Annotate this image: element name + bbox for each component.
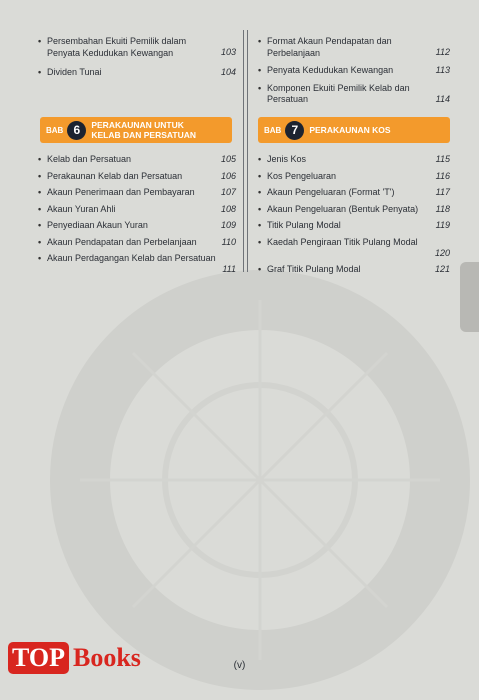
entry-title: Penyata Kedudukan Kewangan bbox=[267, 65, 394, 75]
entry-page: 115 bbox=[435, 154, 450, 164]
entry-page: 111 bbox=[222, 264, 236, 274]
toc-entry[interactable]: • Akaun Penerimaan dan Pembayaran 107 bbox=[38, 187, 236, 197]
entry-page: 103 bbox=[220, 47, 236, 57]
entry-page: 109 bbox=[220, 220, 236, 230]
chapter-title: PERAKAUNAN KOS bbox=[309, 125, 391, 135]
chapter-number: 7 bbox=[285, 121, 304, 140]
chapter-6-entries bbox=[38, 154, 236, 281]
entry-page: 108 bbox=[220, 203, 236, 214]
entry-page: 107 bbox=[220, 187, 236, 197]
entry-title: Jenis Kos bbox=[267, 154, 307, 164]
entry-title: Akaun Pengeluaran (Bentuk Penyata) bbox=[267, 203, 419, 214]
entry-title: Akaun Pengeluaran (Format 'T') bbox=[267, 187, 395, 197]
entry-page: 106 bbox=[220, 170, 236, 181]
chapter-label: BAB bbox=[264, 125, 282, 135]
toc-entry[interactable]: • Penyata Kedudukan Kewangan 113 bbox=[258, 65, 450, 75]
side-page-tab bbox=[460, 262, 479, 332]
entry-title: Titik Pulang Modal bbox=[267, 220, 341, 230]
toc-entry[interactable]: • Kelab dan Persatuan 105 bbox=[38, 154, 236, 164]
toc-entry[interactable]: • Graf Titik Pulang Modal 121 bbox=[258, 264, 450, 274]
entry-page: 117 bbox=[435, 187, 450, 197]
entry-title: Graf Titik Pulang Modal bbox=[267, 264, 361, 274]
page-number: (v) bbox=[233, 660, 246, 671]
entry-title: Kaedah Pengiraan Titik Pulang Modal bbox=[267, 236, 418, 247]
toc-entry[interactable]: • Perakaunan Kelab dan Persatuan 106 bbox=[38, 170, 236, 181]
entry-title: Persembahan Ekuiti Pemilik dalam Penyata Kedudukan Kewangan bbox=[47, 36, 187, 58]
toc-entry[interactable]: • Akaun Pengeluaran (Bentuk Penyata) 118 bbox=[258, 203, 450, 214]
toc-entry[interactable]: • Format Akaun Pendapatan dan Perbelanjaan 112 bbox=[258, 36, 450, 58]
topbooks-watermark-logo: TOP Books bbox=[8, 642, 141, 674]
toc-entry[interactable]: • Akaun Pengeluaran (Format 'T') 117 bbox=[258, 187, 450, 197]
toc-entry[interactable]: • Titik Pulang Modal 119 bbox=[258, 220, 450, 230]
chapter-label: BAB bbox=[46, 125, 64, 135]
entry-page: 104 bbox=[220, 67, 236, 77]
entry-page: 110 bbox=[221, 236, 236, 247]
entry-page: 116 bbox=[435, 170, 450, 181]
entry-title: Kos Pengeluaran bbox=[267, 170, 337, 181]
toc-entry[interactable]: • Persembahan Ekuiti Pemilik dalam Penyata Kedudukan Kewangan 103 bbox=[38, 36, 236, 58]
column-divider bbox=[243, 30, 248, 272]
entry-page: 119 bbox=[435, 220, 450, 230]
chapter-title: PERAKAUNAN UNTUK KELAB DAN PERSATUAN bbox=[91, 120, 197, 140]
entry-title: Format Akaun Pendapatan dan Perbelanjaan bbox=[267, 36, 392, 58]
chapter-7-header[interactable] bbox=[258, 117, 450, 143]
chapter-number: 6 bbox=[67, 121, 86, 140]
toc-entry[interactable]: • Akaun Perdagangan Kelab dan Persatuan 111 bbox=[38, 253, 236, 274]
toc-entry[interactable]: • Komponen Ekuiti Pemilik Kelab dan Persatuan 114 bbox=[258, 82, 450, 104]
entry-title: Akaun Perdagangan Kelab dan Persatuan bbox=[47, 253, 216, 263]
chapter-6-header[interactable] bbox=[40, 117, 232, 143]
entry-page: 118 bbox=[435, 203, 450, 214]
left-column-top bbox=[30, 36, 236, 79]
entry-page: 112 bbox=[435, 47, 450, 57]
toc-entry[interactable]: • Jenis Kos 115 bbox=[258, 154, 450, 164]
entry-title: Kelab dan Persatuan bbox=[47, 154, 132, 164]
entry-page: 105 bbox=[220, 154, 236, 164]
entry-title: Dividen Tunai bbox=[47, 67, 102, 77]
entry-title: Akaun Yuran Ahli bbox=[47, 203, 116, 214]
toc-entry[interactable]: • Penyediaan Akaun Yuran 109 bbox=[38, 220, 236, 230]
entry-title: Perakaunan Kelab dan Persatuan bbox=[47, 170, 183, 181]
toc-entry[interactable]: • Kos Pengeluaran 116 bbox=[258, 170, 450, 181]
entry-title: Komponen Ekuiti Pemilik Kelab dan Persatuan bbox=[267, 82, 410, 104]
toc-entry[interactable]: • Akaun Yuran Ahli 108 bbox=[38, 203, 236, 214]
entry-title: Akaun Pendapatan dan Perbelanjaan bbox=[47, 236, 197, 247]
toc-entry[interactable]: • Kaedah Pengiraan Titik Pulang Modal 120 bbox=[258, 236, 450, 258]
right-column-top bbox=[258, 36, 450, 106]
entry-page: 121 bbox=[434, 264, 450, 274]
toc-entry[interactable]: • Akaun Pendapatan dan Perbelanjaan 110 bbox=[38, 236, 236, 247]
chapter-7-entries bbox=[258, 154, 450, 281]
toc-entry[interactable]: • Dividen Tunai 104 bbox=[38, 67, 236, 77]
entry-page: 120 bbox=[434, 247, 450, 258]
entry-title: Akaun Penerimaan dan Pembayaran bbox=[47, 187, 195, 197]
entry-page: 113 bbox=[435, 65, 450, 75]
entry-title: Penyediaan Akaun Yuran bbox=[47, 220, 148, 230]
entry-page: 114 bbox=[435, 93, 450, 104]
